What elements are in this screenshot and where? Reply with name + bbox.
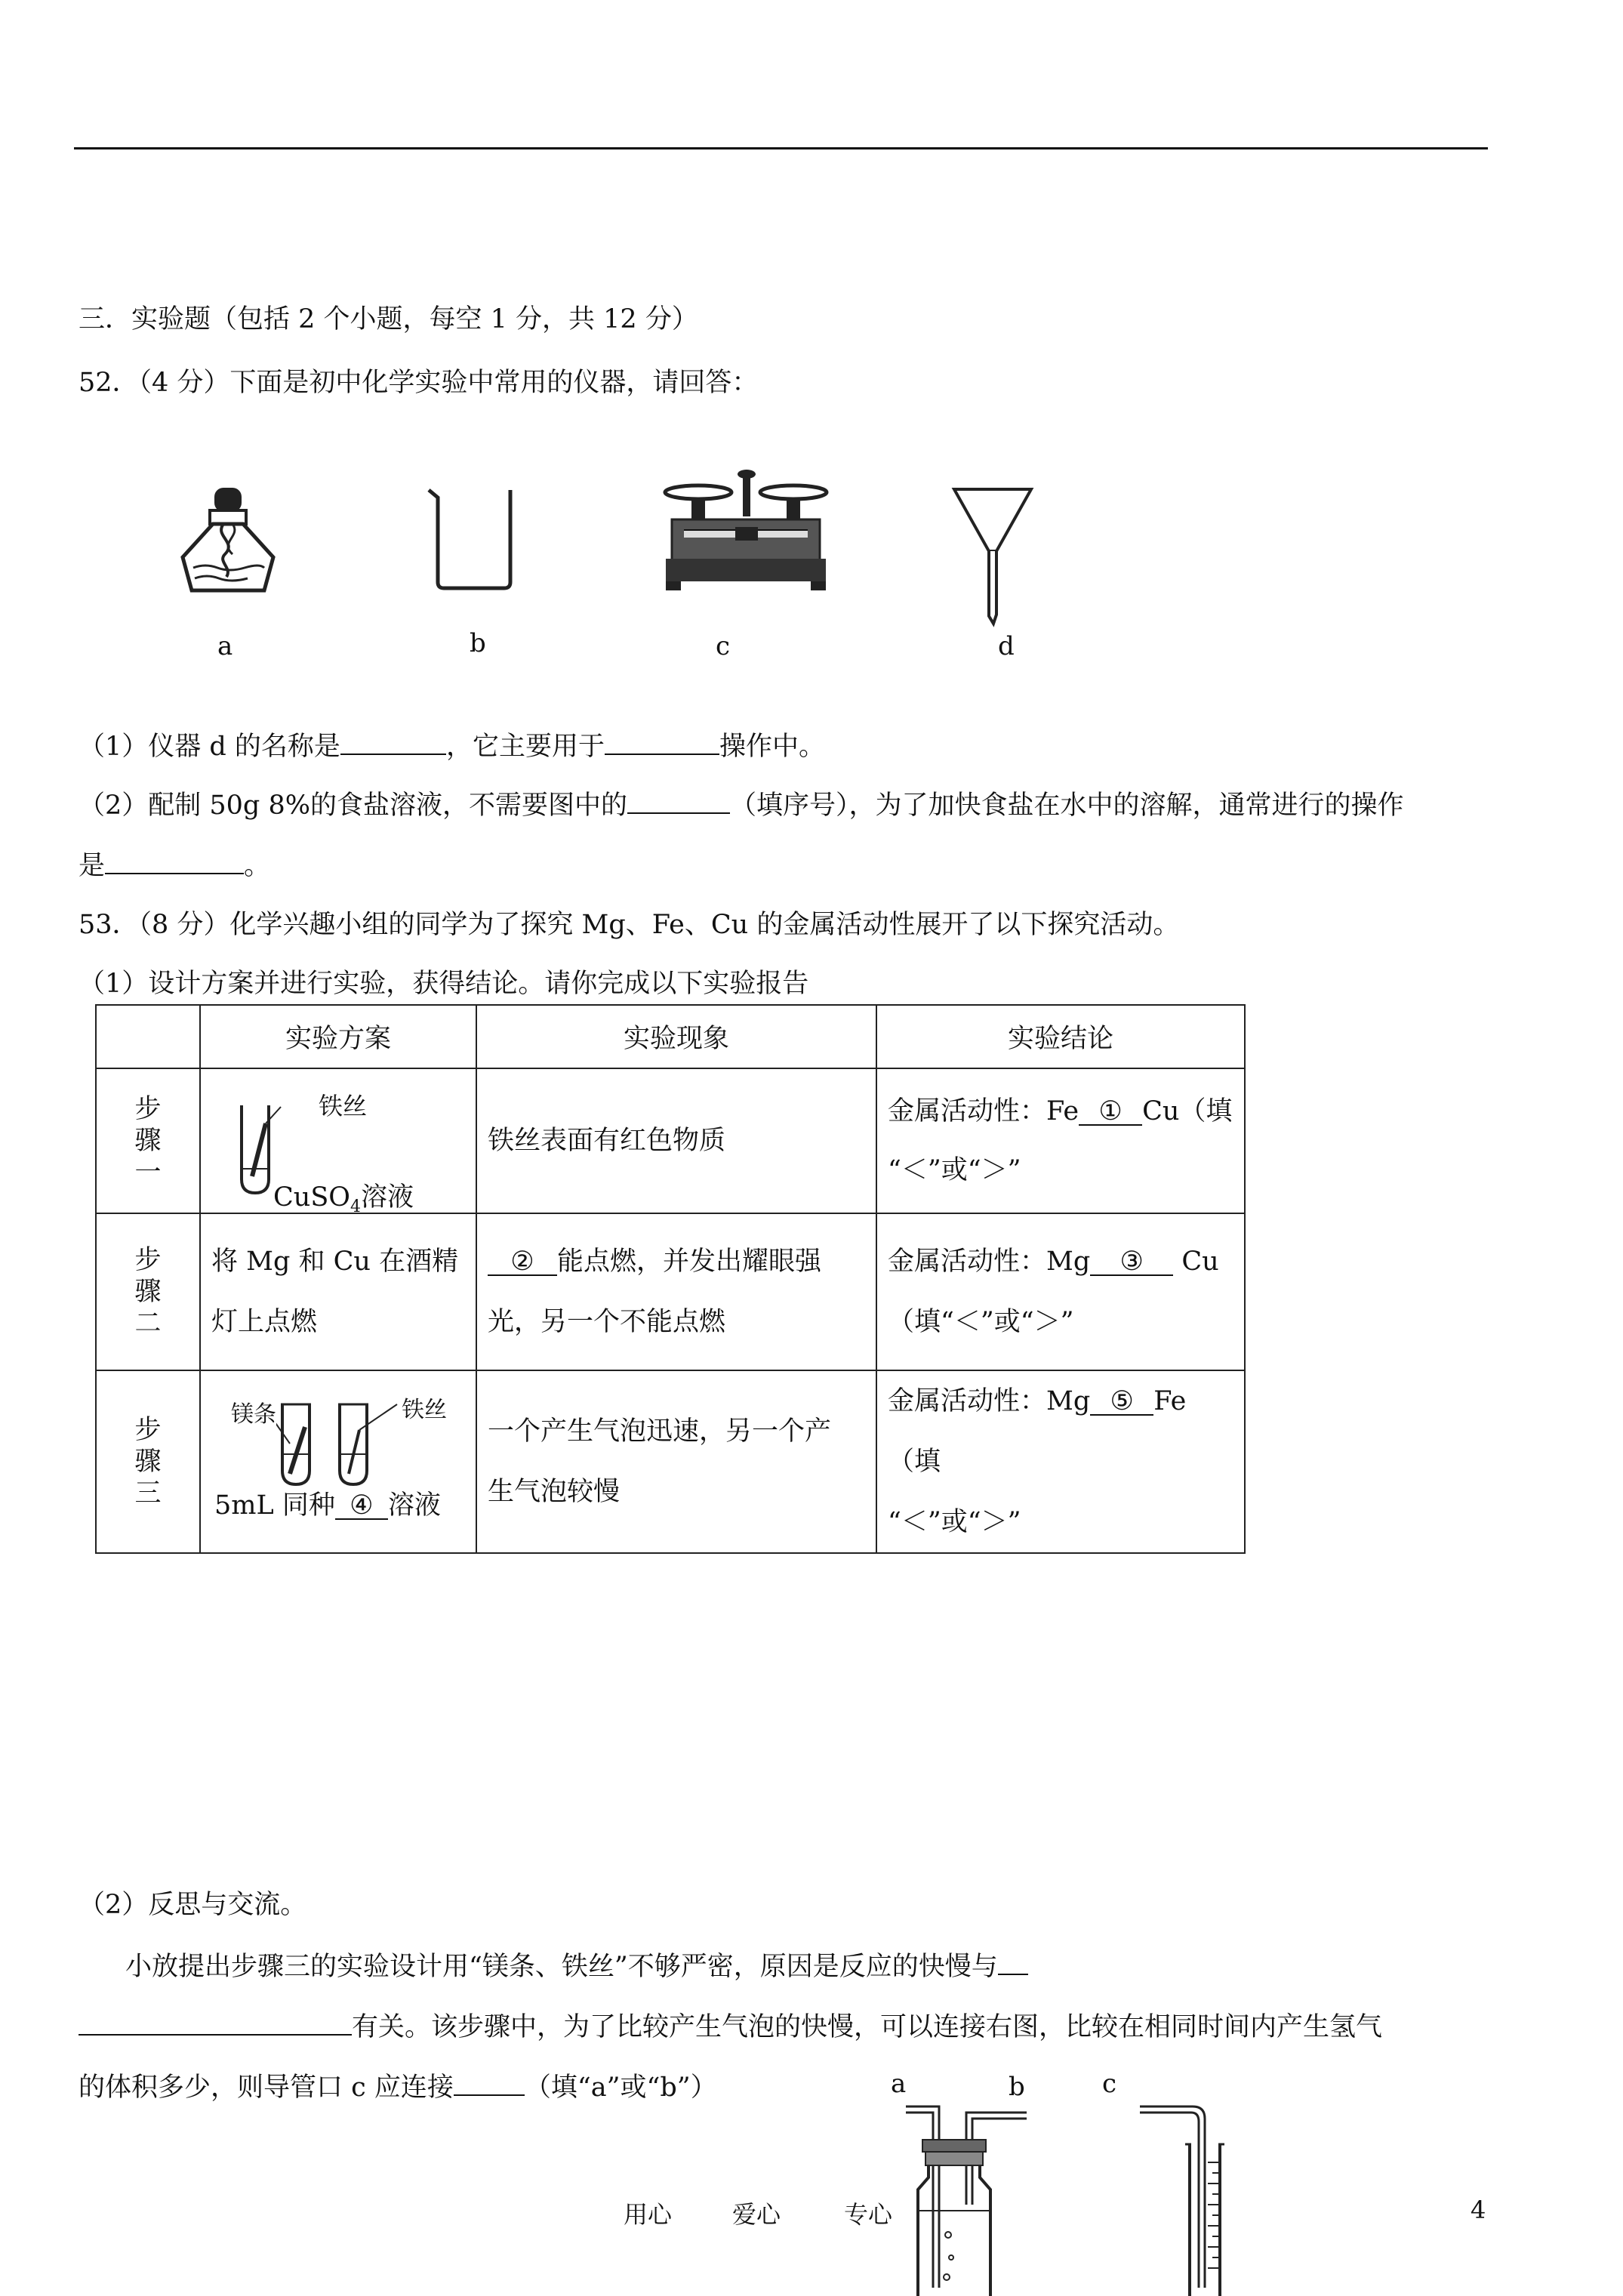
plan-cell: 将 Mg 和 Cu 在酒精 灯上点燃 — [200, 1213, 476, 1370]
answer-blank-1[interactable]: ① — [1079, 1099, 1142, 1126]
q52-part2-cont: 是 。 — [79, 847, 270, 883]
answer-blank-2[interactable]: ② — [488, 1249, 557, 1276]
two-test-tubes-figure — [276, 1398, 405, 1496]
step-label: 步 骤 二 — [96, 1213, 200, 1370]
funnel-figure — [951, 486, 1034, 630]
beaker-figure — [424, 487, 522, 593]
fig-label-iron-wire: 铁丝 — [319, 1092, 368, 1120]
label-d: d — [998, 631, 1015, 661]
answer-blank[interactable] — [627, 787, 730, 814]
q53-sub2: （2）反思与交流。 — [79, 1890, 307, 1920]
table-row — [96, 1213, 1245, 1370]
answer-blank[interactable] — [605, 728, 719, 755]
answer-blank-5[interactable]: ⑤ — [1090, 1388, 1153, 1416]
phenomenon-cell: ② 能点燃，并发出耀眼强 光，另一个不能点燃 — [476, 1213, 876, 1370]
q52-part1: （1）仪器 d 的名称是 ，它主要用于 操作中。 — [79, 728, 825, 764]
fig-label-magnesium: 镁条 — [231, 1401, 276, 1428]
q53-para3: 的体积多少，则导管口 c 应连接 （填“a”或“b”） — [79, 2069, 717, 2105]
step-label: 步 骤 三 — [96, 1370, 200, 1553]
footer-item: 用心 — [624, 2200, 673, 2229]
q52-part2: （2）配制 50g 8%的食盐溶液，不需要图中的 （填序号），为了加快食盐在水中的溶解，通常进行的操作 — [79, 787, 1404, 823]
section-title: 三．实验题（包括 2 个小题，每空 1 分，共 12 分） — [79, 304, 698, 334]
gas-collection-figure — [906, 2099, 1283, 2296]
label-c: c — [716, 631, 731, 661]
q53-para1: 小放提出步骤三的实验设计用“镁条、铁丝”不够严密，原因是反应的快慢与 — [125, 1948, 1028, 1984]
conclusion-cell: 金属活动性：Fe ① Cu（填 “＜”或“＞” — [876, 1068, 1245, 1213]
phenomenon-cell: 铁丝表面有红色物质 — [476, 1068, 876, 1213]
footer-item: 专心 — [844, 2200, 893, 2229]
plan-cell — [200, 1370, 476, 1553]
conclusion-cell: 金属活动性：Mg ③ Cu （填“＜”或“＞” — [876, 1213, 1245, 1370]
answer-blank-3[interactable]: ③ — [1090, 1249, 1173, 1276]
header-rule — [74, 147, 1488, 149]
balance-figure — [661, 468, 830, 596]
fig-label-b: b — [1009, 2072, 1025, 2102]
table-row — [96, 1068, 1245, 1213]
label-b: b — [470, 628, 486, 658]
fig-label-a: a — [891, 2069, 907, 2099]
table-corner-cell — [96, 1005, 200, 1068]
alcohol-lamp-figure — [175, 483, 281, 596]
fig-label-solution: 5mL 同种 ④ 溶液 — [214, 1490, 441, 1521]
q52-stem: 52．（4 分）下面是初中化学实验中常用的仪器，请回答： — [79, 368, 759, 398]
answer-blank[interactable] — [998, 1948, 1028, 1975]
footer-item: 爱心 — [732, 2200, 781, 2229]
answer-blank[interactable] — [79, 2008, 352, 2036]
header-phenomenon: 实验现象 — [476, 1005, 876, 1068]
header-conclusion: 实验结论 — [876, 1005, 1245, 1068]
answer-blank[interactable] — [105, 847, 244, 874]
plan-cell — [200, 1068, 476, 1216]
q53-sub1: （1）设计方案并进行实验，获得结论。请你完成以下实验报告 — [79, 969, 809, 999]
table-header-row — [96, 1005, 1245, 1068]
answer-blank[interactable] — [340, 728, 446, 755]
fig-label-cuso4: CuSO$_4$溶液 — [273, 1182, 414, 1216]
conclusion-cell: 金属活动性：Mg ⑤ Fe（填 “＜”或“＞” — [876, 1370, 1245, 1553]
step-label: 步 骤 一 — [96, 1068, 200, 1213]
page-number: 4 — [1471, 2196, 1486, 2224]
fig-label-c: c — [1102, 2069, 1117, 2099]
phenomenon-cell: 一个产生气泡迅速，另一个产 生气泡较慢 — [476, 1370, 876, 1553]
header-plan: 实验方案 — [200, 1005, 476, 1068]
table-row — [96, 1370, 1245, 1553]
experiment-report-table — [95, 1004, 1246, 1554]
label-a: a — [217, 631, 233, 661]
fig-label-iron-wire-2: 铁丝 — [402, 1397, 447, 1423]
answer-blank[interactable] — [454, 2069, 525, 2096]
q53-stem: 53．（8 分）化学兴趣小组的同学为了探究 Mg、Fe、Cu 的金属活动性展开了以下探究活动。 — [79, 910, 1180, 940]
answer-blank-4[interactable]: ④ — [335, 1493, 388, 1520]
q53-para2: 有关。该步骤中，为了比较产生气泡的快慢，可以连接右图，比较在相同时间内产生氢气 — [79, 2008, 1382, 2045]
